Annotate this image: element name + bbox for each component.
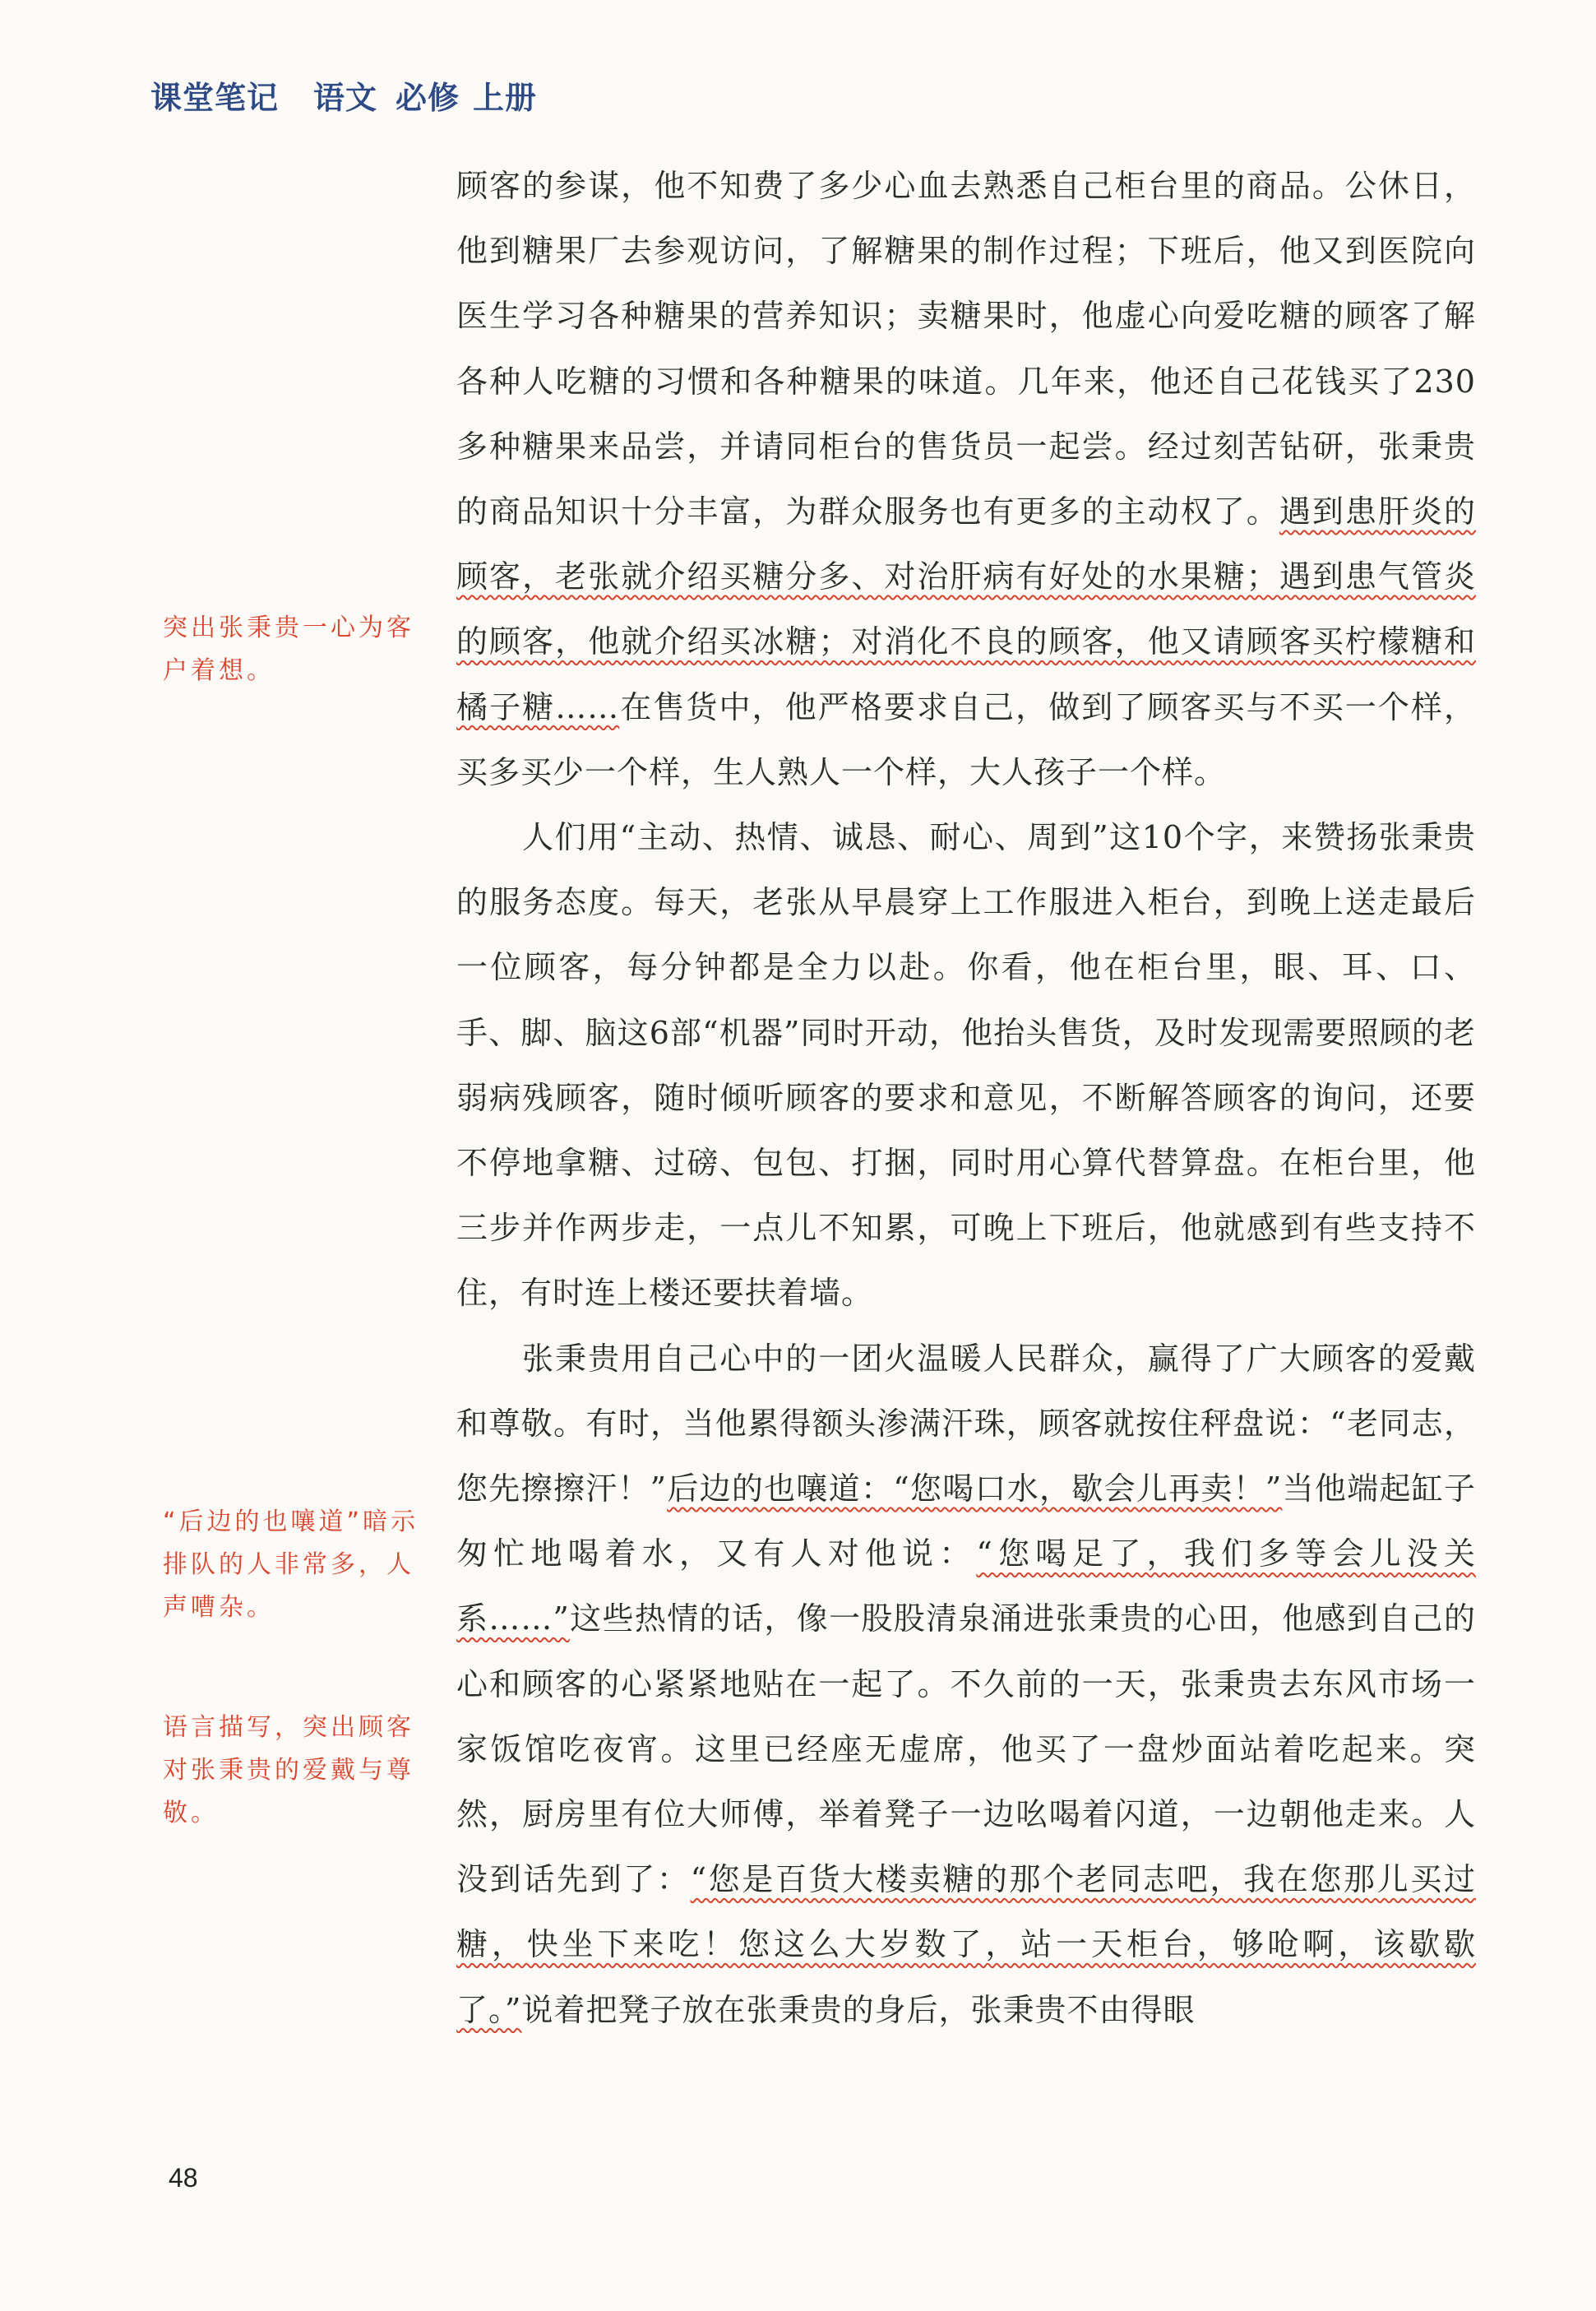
margin-note-1: 突出张秉贵一心为客户着想。 bbox=[163, 614, 414, 685]
header-subject: 语文 bbox=[313, 80, 378, 116]
text-segment: 在售货中，他严格要求自己，做到了顾客买与不买一个样，买多买少一个样，生人熟人一个样，大人孩子一个样。 bbox=[456, 688, 1476, 790]
page-number: 48 bbox=[169, 2163, 198, 2193]
header-volume: 必修 bbox=[396, 80, 460, 116]
underlined-text: “您喝足了，我们多等会儿没关系……” bbox=[456, 1535, 1476, 1637]
text-segment: 人们用“主动、热情、诚恳、耐心、周到”这10个字，来赞扬张秉贵的服务态度。每天，老张从早晨穿上工作服进入柜台，到晚上送走最后一位顾客，每分钟都是全力以赴。你看，他在柜台里，眼、耳、口、手、脚、脑这6部“机器”同时开动，他抬头售货，及时发现需要照顾的老弱病残顾客，随时倾听顾客的要求和意见，不断解答顾客的询问，还要不停地拿糖、过磅、包包、打捆，同时用心算代替算盘。在柜台里，他三步并作两步走，一点儿不知累，可晚上下班后，他就感到有些支持不住，有时连上楼还要扶着墙。 bbox=[456, 819, 1476, 1312]
margin-note-3: 语言描写，突出顾客对张秉贵的爱戴与尊敬。 bbox=[163, 1713, 414, 1827]
body-text bbox=[456, 154, 1476, 2043]
text-segment: 张秉贵用自己心中的一团火温暖人民群众，赢得了广大顾客的爱戴和尊敬。有时，当他累得额头渗满汗珠，顾客就按住秤盘说：“老同志，您先擦擦汗！” bbox=[456, 1340, 1476, 1507]
page-header bbox=[150, 72, 571, 118]
text-segment: 顾客的参谋，他不知费了多少心血去熟悉自己柜台里的商品。公休日，他到糖果厂去参观访问，了解糖果的制作过程；下班后，他又到医院向医生学习各种糖果的营养知识；卖糖果时，他虚心向爱吃糖的顾客了解各种人吃糖的习惯和各种糖果的味道。几年来，他还自己花钱买了230多种糖果来品尝，并请同柜台的售货员一起尝。经过刻苦钻研，张秉贵的商品知识十分丰富，为群众服务也有更多的主动权了。 bbox=[456, 168, 1476, 530]
text-segment: 当他端起缸子匆忙地喝着水，又有人对他说： bbox=[456, 1470, 1476, 1572]
text-segment: 说着把凳子放在张秉贵的身后，张秉贵不由得眼 bbox=[521, 1991, 1196, 2028]
paragraph bbox=[456, 1327, 1476, 2043]
margin-note-2: “后边的也嚷道”暗示排队的人非常多，人声嘈杂。 bbox=[163, 1507, 419, 1622]
header-part: 上册 bbox=[473, 80, 538, 116]
header-book-title: 课堂笔记 bbox=[150, 80, 280, 116]
text-segment: 这些热情的话，像一股股清泉涌进张秉贵的心田，他感到自己的心和顾客的心紧紧地贴在一起了。不久前的一天，张秉贵去东风市场一家饭馆吃夜宵。这里已经座无虚席，他买了一盘炒面站着吃起来。突然，厨房里有位大师傅，举着凳子一边吆喝着闪道，一边朝他走来。人没到话先到了： bbox=[456, 1600, 1476, 1898]
paragraph bbox=[456, 154, 1476, 805]
underlined-text: “您是百货大楼卖糖的那个老同志吧，我在您那儿买过糖，快坐下来吃！您这么大岁数了，站一天柜台，够呛啊，该歇歇了。” bbox=[456, 1861, 1476, 2028]
underlined-text: 后边的也嚷道：“您喝口水，歇会儿再卖！” bbox=[667, 1470, 1283, 1507]
paragraph bbox=[456, 805, 1476, 1327]
underlined-text: 遇到患肝炎的顾客，老张就介绍买糖分多、对治肝病有好处的水果糖；遇到患气管炎的顾客，他就介绍买冰糖；对消化不良的顾客，他又请顾客买柠檬糖和橘子糖…… bbox=[456, 493, 1476, 725]
